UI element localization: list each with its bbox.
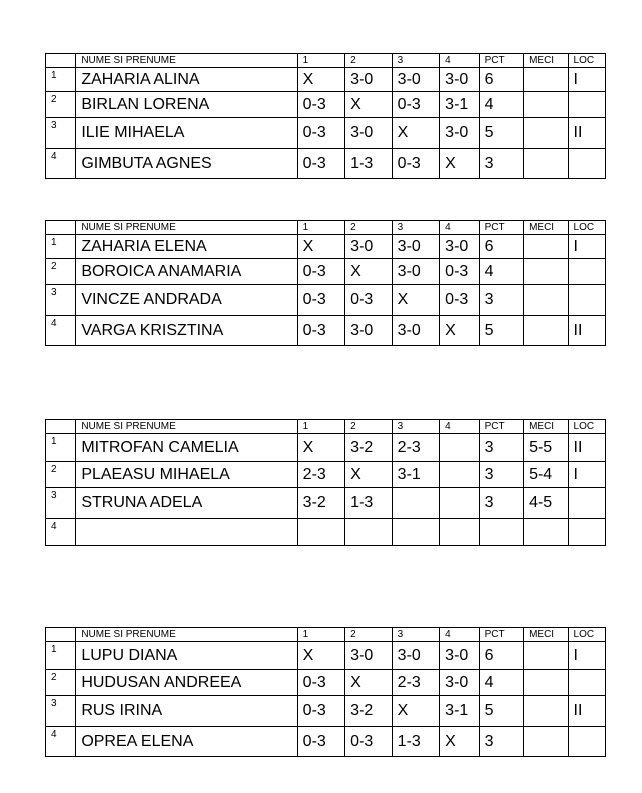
result-vs-1: 0-3 [297,727,345,757]
result-vs-3: 3-0 [392,316,440,346]
row-number: 4 [46,316,76,346]
player-name: ZAHARIA ALINA [76,68,297,92]
result-vs-1: 0-3 [297,118,345,149]
matches-cell [524,118,568,149]
table-row [46,488,606,519]
place-cell [568,149,605,179]
player-name: RUS IRINA [76,696,297,727]
row-number: 1 [46,235,76,259]
result-vs-3: X [392,118,440,149]
header-points: PCT [479,54,523,68]
place-cell [568,285,605,316]
player-name: MITROFAN CAMELIA [76,434,297,462]
header-match-4: 4 [440,221,479,235]
result-vs-1: 0-3 [297,316,345,346]
table-row [46,519,606,546]
result-vs-1: 0-3 [297,92,345,118]
result-vs-1: 0-3 [297,259,345,285]
result-vs-2: X [345,670,393,696]
result-vs-2: 3-0 [345,68,393,92]
matches-cell [524,670,568,696]
points-cell: 4 [479,259,523,285]
result-vs-2: 3-0 [345,118,393,149]
row-number: 2 [46,259,76,285]
header-points: PCT [479,628,523,642]
row-number: 3 [46,285,76,316]
result-vs-4 [440,488,479,519]
matches-cell [524,259,568,285]
header-place: LOC [568,628,605,642]
result-vs-3: X [392,696,440,727]
header-name: NUME SI PRENUME [76,54,297,68]
result-vs-4 [440,462,479,488]
group-table-4 [45,627,606,757]
header-match-4: 4 [440,628,479,642]
matches-cell [524,68,568,92]
result-vs-2: 0-3 [345,285,393,316]
matches-cell [524,316,568,346]
row-number: 1 [46,434,76,462]
row-number: 1 [46,68,76,92]
result-vs-3: 0-3 [392,92,440,118]
header-matches: MECI [524,221,568,235]
header-row [46,54,606,68]
result-vs-3: 1-3 [392,727,440,757]
points-cell: 3 [479,285,523,316]
result-vs-2: 3-0 [345,642,393,670]
header-match-3: 3 [392,221,440,235]
header-match-2: 2 [345,54,393,68]
row-number: 3 [46,118,76,149]
result-vs-2: 0-3 [345,727,393,757]
header-points: PCT [479,221,523,235]
header-num [46,54,76,68]
place-cell [568,670,605,696]
player-name: ILIE MIHAELA [76,118,297,149]
result-vs-3: X [392,285,440,316]
result-vs-2: 1-3 [345,149,393,179]
result-vs-1: 2-3 [297,462,345,488]
place-cell: II [568,696,605,727]
player-name: BIRLAN LORENA [76,92,297,118]
header-match-3: 3 [392,628,440,642]
matches-cell: 5-4 [524,462,568,488]
result-vs-2: X [345,259,393,285]
header-place: LOC [568,221,605,235]
result-vs-1: 0-3 [297,149,345,179]
result-vs-4: 3-1 [440,92,479,118]
points-cell: 5 [479,316,523,346]
result-vs-3: 2-3 [392,670,440,696]
header-matches: MECI [524,420,568,434]
table-row [46,285,606,316]
matches-cell [524,92,568,118]
result-vs-3: 3-0 [392,259,440,285]
place-cell: II [568,118,605,149]
header-match-1: 1 [297,420,345,434]
header-place: LOC [568,54,605,68]
table-row [46,259,606,285]
result-vs-4: 3-0 [440,670,479,696]
place-cell [568,259,605,285]
result-vs-3: 3-0 [392,235,440,259]
points-cell: 3 [479,434,523,462]
place-cell [568,488,605,519]
header-name: NUME SI PRENUME [76,628,297,642]
result-vs-3: 0-3 [392,149,440,179]
header-points: PCT [479,420,523,434]
result-vs-4: 3-0 [440,235,479,259]
points-cell: 6 [479,642,523,670]
table-row [46,68,606,92]
result-vs-4 [440,434,479,462]
header-name: NUME SI PRENUME [76,420,297,434]
header-row [46,420,606,434]
result-vs-1: X [297,642,345,670]
row-number: 3 [46,696,76,727]
result-vs-1: 0-3 [297,670,345,696]
result-vs-1: X [297,68,345,92]
points-cell: 5 [479,696,523,727]
header-match-4: 4 [440,54,479,68]
table-row [46,316,606,346]
result-vs-3: 3-0 [392,68,440,92]
place-cell: I [568,642,605,670]
result-vs-2: 3-2 [345,696,393,727]
place-cell [568,92,605,118]
header-match-4: 4 [440,420,479,434]
result-vs-1: X [297,235,345,259]
row-number: 2 [46,462,76,488]
header-match-1: 1 [297,221,345,235]
result-vs-4: 0-3 [440,285,479,316]
place-cell: I [568,462,605,488]
result-vs-1: 3-2 [297,488,345,519]
result-vs-2: 3-0 [345,235,393,259]
points-cell: 3 [479,462,523,488]
player-name: VARGA KRISZTINA [76,316,297,346]
group-table-2 [45,220,606,346]
points-cell: 6 [479,235,523,259]
points-cell [479,519,523,546]
row-number: 4 [46,519,76,546]
group-table-1 [45,53,606,179]
row-number: 3 [46,488,76,519]
table-row [46,727,606,757]
player-name: HUDUSAN ANDREEA [76,670,297,696]
row-number: 1 [46,642,76,670]
result-vs-4: 3-0 [440,68,479,92]
result-vs-4: 3-0 [440,118,479,149]
matches-cell [524,235,568,259]
header-match-2: 2 [345,221,393,235]
matches-cell [524,149,568,179]
result-vs-3: 2-3 [392,434,440,462]
matches-cell [524,642,568,670]
result-vs-4: X [440,316,479,346]
player-name: OPREA ELENA [76,727,297,757]
result-vs-3 [392,519,440,546]
result-vs-4: X [440,149,479,179]
player-name: BOROICA ANAMARIA [76,259,297,285]
table-row [46,92,606,118]
player-name: GIMBUTA AGNES [76,149,297,179]
row-number: 4 [46,149,76,179]
header-place: LOC [568,420,605,434]
header-match-1: 1 [297,54,345,68]
header-row [46,221,606,235]
place-cell [568,727,605,757]
result-vs-1 [297,519,345,546]
place-cell: II [568,316,605,346]
points-cell: 4 [479,670,523,696]
header-name: NUME SI PRENUME [76,221,297,235]
header-matches: MECI [524,54,568,68]
header-matches: MECI [524,628,568,642]
matches-cell: 5-5 [524,434,568,462]
player-name: ZAHARIA ELENA [76,235,297,259]
player-name [76,519,297,546]
result-vs-4: X [440,727,479,757]
result-vs-2 [345,519,393,546]
table-row [46,670,606,696]
result-vs-2: X [345,92,393,118]
matches-cell [524,696,568,727]
points-cell: 3 [479,488,523,519]
header-match-1: 1 [297,628,345,642]
row-number: 4 [46,727,76,757]
result-vs-4: 3-1 [440,696,479,727]
result-vs-4 [440,519,479,546]
result-vs-4: 3-0 [440,642,479,670]
result-vs-2: 3-2 [345,434,393,462]
header-num [46,628,76,642]
points-cell: 3 [479,149,523,179]
result-vs-2: 3-0 [345,316,393,346]
result-vs-3: 3-1 [392,462,440,488]
points-cell: 5 [479,118,523,149]
header-match-2: 2 [345,628,393,642]
group-table-3 [45,419,606,546]
points-cell: 4 [479,92,523,118]
place-cell: II [568,434,605,462]
table-row [46,434,606,462]
header-match-2: 2 [345,420,393,434]
row-number: 2 [46,92,76,118]
result-vs-1: 0-3 [297,696,345,727]
matches-cell [524,285,568,316]
result-vs-2: 1-3 [345,488,393,519]
points-cell: 6 [479,68,523,92]
player-name: VINCZE ANDRADA [76,285,297,316]
table-row [46,462,606,488]
place-cell: I [568,68,605,92]
result-vs-3 [392,488,440,519]
matches-cell: 4-5 [524,488,568,519]
result-vs-4: 0-3 [440,259,479,285]
result-vs-1: 0-3 [297,285,345,316]
header-match-3: 3 [392,54,440,68]
points-cell: 3 [479,727,523,757]
player-name: PLAEASU MIHAELA [76,462,297,488]
result-vs-1: X [297,434,345,462]
table-row [46,235,606,259]
matches-cell [524,727,568,757]
table-row [46,696,606,727]
row-number: 2 [46,670,76,696]
table-row [46,642,606,670]
table-row [46,118,606,149]
header-num [46,221,76,235]
header-num [46,420,76,434]
header-match-3: 3 [392,420,440,434]
table-row [46,149,606,179]
result-vs-2: X [345,462,393,488]
player-name: LUPU DIANA [76,642,297,670]
matches-cell [524,519,568,546]
player-name: STRUNA ADELA [76,488,297,519]
header-row [46,628,606,642]
result-vs-3: 3-0 [392,642,440,670]
place-cell [568,519,605,546]
place-cell: I [568,235,605,259]
